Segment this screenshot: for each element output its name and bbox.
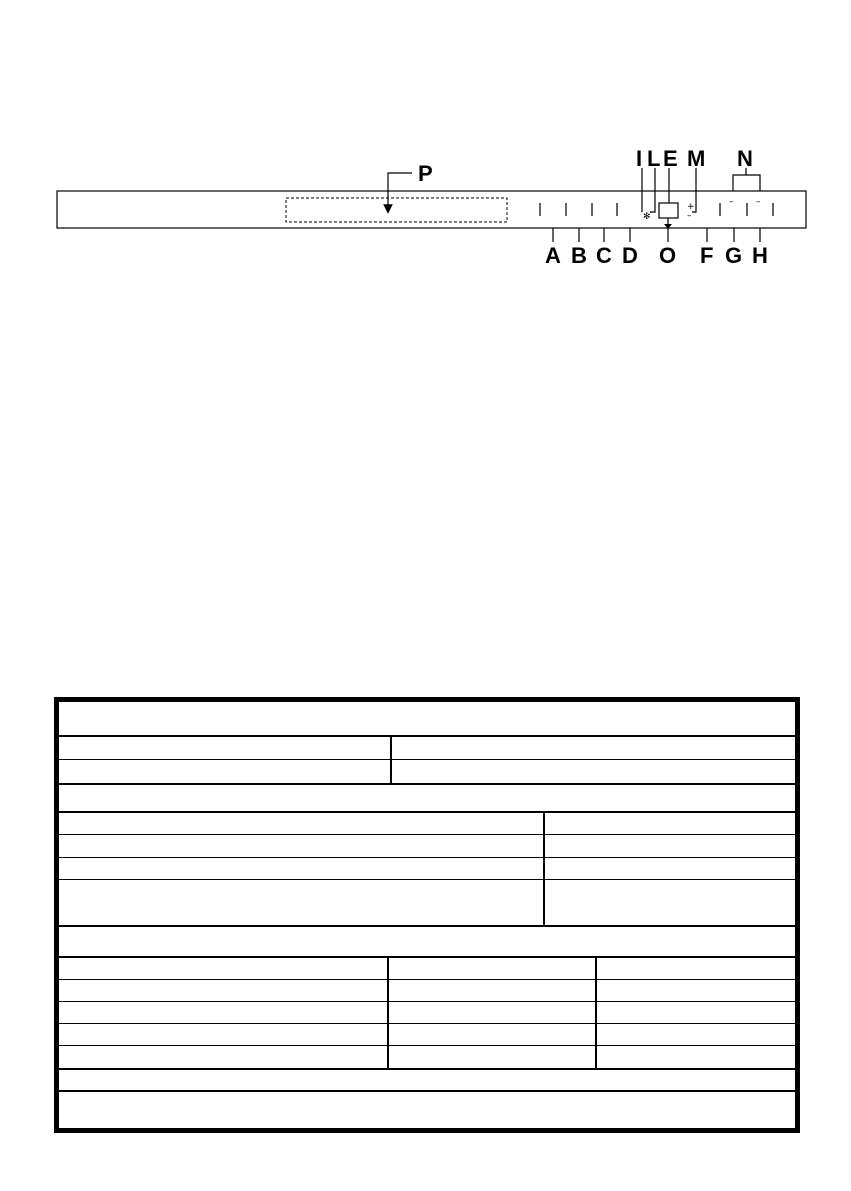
table-cell xyxy=(59,1092,795,1128)
table-cell xyxy=(387,980,595,1001)
n-dash-right: – xyxy=(756,197,761,207)
table-cell xyxy=(387,1046,595,1068)
callout-n-label: N xyxy=(737,146,753,171)
table-cell xyxy=(595,958,795,979)
table-cell xyxy=(59,980,387,1001)
table-cell xyxy=(390,760,795,783)
callout-b-label: B xyxy=(571,243,587,268)
table-cell xyxy=(59,835,543,857)
callout-f-label: F xyxy=(700,243,714,268)
table-cell xyxy=(59,1024,387,1045)
table-footer xyxy=(59,1090,795,1128)
table-row xyxy=(59,811,795,834)
table-section-header xyxy=(59,925,795,956)
table-row xyxy=(59,1045,795,1068)
callout-l-label: L xyxy=(647,146,661,171)
key-e-box xyxy=(659,203,678,218)
table-row xyxy=(59,735,795,759)
callout-c-label: C xyxy=(596,243,612,268)
table-cell xyxy=(387,958,595,979)
table-cell xyxy=(595,1002,795,1023)
table-cell xyxy=(387,1024,595,1045)
table-row xyxy=(59,956,795,979)
table-row xyxy=(59,1023,795,1045)
plus-glyph: + xyxy=(687,202,695,212)
spec-table xyxy=(54,697,800,1133)
callout-g-label: G xyxy=(725,243,743,268)
table-cell xyxy=(59,760,390,783)
table-section-header xyxy=(59,1068,795,1090)
table-cell xyxy=(543,858,795,879)
table-cell xyxy=(543,835,795,857)
table-section-header xyxy=(59,702,795,735)
minus-glyph: – xyxy=(687,211,692,221)
top-leaders xyxy=(642,168,760,212)
table-cell xyxy=(59,785,795,811)
table-row xyxy=(59,834,795,857)
table-cell xyxy=(595,1024,795,1045)
display-area xyxy=(286,198,507,222)
table-cell xyxy=(59,1070,795,1090)
table-cell xyxy=(59,737,390,759)
table-row xyxy=(59,879,795,925)
key-marks xyxy=(540,203,773,216)
table-cell xyxy=(543,813,795,834)
table-cell xyxy=(59,813,543,834)
table-cell xyxy=(59,1002,387,1023)
callout-i-label: I xyxy=(636,146,643,171)
callout-d-label: D xyxy=(622,243,638,268)
table-cell xyxy=(59,880,543,925)
control-panel-diagram xyxy=(0,0,851,300)
table-cell xyxy=(59,958,387,979)
table-cell xyxy=(595,1046,795,1068)
table-row xyxy=(59,857,795,879)
table-cell xyxy=(59,858,543,879)
callout-h-label: H xyxy=(752,243,768,268)
table-row xyxy=(59,979,795,1001)
fan-glyph: ✻ xyxy=(643,212,651,222)
table-cell xyxy=(59,1046,387,1068)
callout-e-label: E xyxy=(663,146,678,171)
table-cell xyxy=(387,1002,595,1023)
bottom-leaders xyxy=(553,218,760,242)
n-dash-left: – xyxy=(729,197,734,207)
table-row xyxy=(59,759,795,783)
table-row xyxy=(59,1001,795,1023)
table-cell xyxy=(59,927,795,956)
callout-m-label: M xyxy=(687,146,706,171)
callout-a-label: A xyxy=(545,243,561,268)
table-section-header xyxy=(59,783,795,811)
table-cell xyxy=(595,980,795,1001)
table-cell xyxy=(543,880,795,925)
callout-o-label: O xyxy=(659,243,677,268)
callout-p-label: P xyxy=(418,161,433,186)
table-cell xyxy=(390,737,795,759)
table-cell xyxy=(59,702,795,735)
